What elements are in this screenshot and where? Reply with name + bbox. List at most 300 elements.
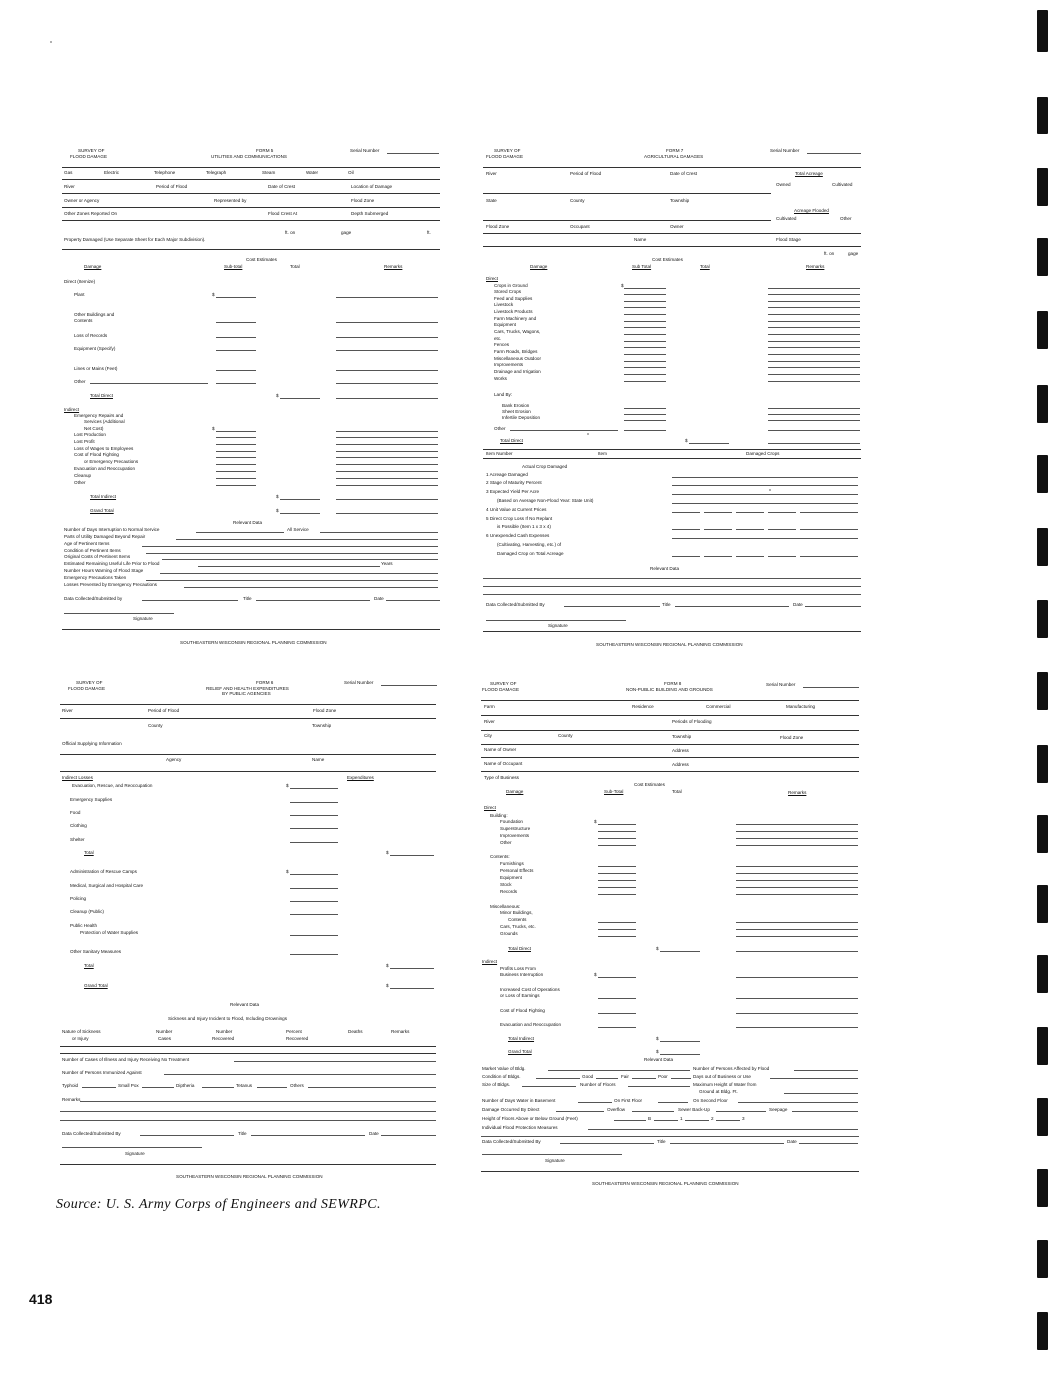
- crop-field[interactable]: [672, 512, 700, 513]
- relevant-field[interactable]: [146, 580, 438, 581]
- remarks-field[interactable]: [768, 321, 860, 322]
- subtotal-field[interactable]: [624, 354, 666, 355]
- subtotal-field[interactable]: [216, 437, 256, 438]
- cond-poor[interactable]: Poor: [658, 1074, 668, 1079]
- subtotal-field[interactable]: [598, 831, 636, 832]
- period-label: Period of Flood: [156, 184, 188, 189]
- checkbox-water[interactable]: Water: [306, 170, 319, 175]
- individual-field[interactable]: [481, 1136, 859, 1137]
- diptheria-field[interactable]: [202, 1087, 234, 1088]
- serial-number-field[interactable]: [807, 153, 861, 154]
- serial-number-field[interactable]: [387, 153, 439, 154]
- crop-field[interactable]: [704, 529, 732, 530]
- remarks-field[interactable]: [768, 430, 860, 431]
- remarks-field[interactable]: [768, 443, 860, 444]
- title-field[interactable]: [256, 600, 370, 601]
- checkbox-oil[interactable]: Oil: [348, 170, 354, 175]
- crop-field[interactable]: [736, 556, 764, 557]
- remarks-field[interactable]: [768, 301, 860, 302]
- divider: [60, 1046, 436, 1047]
- divider: [481, 757, 859, 758]
- remarks-field[interactable]: [768, 294, 860, 295]
- agency-label: Agency: [166, 757, 182, 762]
- total-field[interactable]: [390, 855, 434, 856]
- remarks-field[interactable]: [336, 337, 438, 338]
- item-label: Furnishings: [500, 861, 524, 866]
- collected-label: Data Collected/Submitted by: [64, 596, 123, 601]
- river-label: River: [486, 171, 497, 176]
- item-label: Other: [74, 480, 86, 485]
- individual-field[interactable]: [588, 1129, 858, 1130]
- crop-field[interactable]: [672, 485, 858, 486]
- relevant-data-heading: Relevant Data: [644, 1057, 674, 1062]
- binding-mark: [1037, 311, 1048, 349]
- remarks-field[interactable]: [736, 838, 858, 839]
- date-field[interactable]: [799, 1143, 858, 1144]
- signature-field[interactable]: [64, 613, 174, 614]
- total-field[interactable]: [280, 513, 320, 514]
- depth-label: Depth Submerged: [351, 211, 389, 216]
- subtotal-field[interactable]: [598, 873, 636, 874]
- subtotal-field[interactable]: [624, 408, 666, 409]
- remarks-field[interactable]: [768, 361, 860, 362]
- crop-field[interactable]: [704, 512, 732, 513]
- subtotal-field[interactable]: [624, 327, 666, 328]
- overflow-field[interactable]: [632, 1111, 674, 1112]
- total-field[interactable]: [660, 951, 700, 952]
- owner-label: Owner or Agency: [64, 198, 100, 203]
- subtotal-field[interactable]: [598, 936, 636, 937]
- remarks-field[interactable]: [736, 831, 858, 832]
- date-field[interactable]: [381, 1135, 436, 1136]
- subtotal-field[interactable]: [624, 361, 666, 362]
- subtotal-field[interactable]: [598, 1013, 636, 1014]
- remarks-field[interactable]: [768, 408, 860, 409]
- total-field[interactable]: [280, 398, 320, 399]
- subtotal-field[interactable]: [216, 370, 256, 371]
- smallpox-field[interactable]: [142, 1087, 174, 1088]
- total-field[interactable]: [280, 499, 320, 500]
- remarks-field[interactable]: [768, 334, 860, 335]
- checkbox-farm[interactable]: Farm: [484, 704, 495, 709]
- expenditure-field[interactable]: [290, 954, 338, 955]
- subtotal-field[interactable]: [216, 431, 256, 432]
- subtotal-field[interactable]: [624, 381, 666, 382]
- condition-field[interactable]: [536, 1078, 580, 1079]
- floor-field[interactable]: [654, 1120, 678, 1121]
- township-label: Township: [670, 198, 690, 203]
- total-field[interactable]: [390, 968, 434, 969]
- subtotal-field[interactable]: [598, 998, 636, 999]
- remarks-field[interactable]: [336, 499, 438, 500]
- subtotal-field[interactable]: [598, 838, 636, 839]
- subtotal-field[interactable]: [624, 420, 666, 421]
- floor-field[interactable]: [614, 1120, 646, 1121]
- floors-field[interactable]: [628, 1086, 690, 1087]
- crop-field[interactable]: [672, 503, 858, 504]
- subtotal-field[interactable]: [598, 866, 636, 867]
- relevant-field[interactable]: [160, 573, 438, 574]
- remarks-field[interactable]: [336, 370, 438, 371]
- item-label: Stored Crops: [494, 289, 522, 294]
- serial-number-field[interactable]: [803, 687, 859, 688]
- remarks-field[interactable]: [736, 951, 858, 952]
- total-indirect-label: Total Indirect: [508, 1036, 535, 1041]
- river-label: River: [62, 708, 73, 713]
- remarks-field[interactable]: [336, 444, 438, 445]
- checkbox-steam[interactable]: Steam: [262, 170, 276, 175]
- subtotal-field[interactable]: [624, 288, 666, 289]
- checkbox-telegraph[interactable]: Telegraph: [206, 170, 227, 175]
- subtotal-field[interactable]: [624, 334, 666, 335]
- collected-field[interactable]: [140, 1135, 234, 1136]
- subtotal-field[interactable]: [216, 485, 256, 486]
- remarks-field[interactable]: [768, 341, 860, 342]
- remarks-field[interactable]: [768, 347, 860, 348]
- expenditure-field[interactable]: [290, 874, 338, 875]
- subtotal-field[interactable]: [624, 301, 666, 302]
- total-field[interactable]: [660, 1054, 700, 1055]
- subtotal-field[interactable]: [598, 824, 636, 825]
- expenditure-field[interactable]: [290, 901, 338, 902]
- relevant-field[interactable]: [184, 587, 438, 588]
- first-floor-field[interactable]: [658, 1102, 688, 1103]
- remarks-field[interactable]: [80, 1101, 436, 1102]
- divider: [483, 233, 861, 234]
- subtotal-field[interactable]: [624, 314, 666, 315]
- size-field[interactable]: [522, 1086, 576, 1087]
- remarks-field[interactable]: [336, 383, 438, 384]
- item-label: Loss of Wages to Employees: [74, 446, 134, 451]
- crop-field[interactable]: [672, 477, 858, 478]
- remarks-field[interactable]: [736, 880, 858, 881]
- remarks-field[interactable]: [736, 998, 858, 999]
- township-label: Township: [672, 734, 692, 739]
- item-label: or Loss of Earnings: [500, 993, 540, 998]
- form-number: FORM 8: [664, 681, 682, 686]
- subtotal-field[interactable]: [598, 922, 636, 923]
- remarks-field[interactable]: [736, 866, 858, 867]
- collected-field[interactable]: [564, 606, 660, 607]
- acreage-flooded-label: Acreage Flooded: [794, 208, 829, 213]
- remarks-field[interactable]: [336, 451, 438, 452]
- crop-field[interactable]: [736, 529, 764, 530]
- indirect-heading: Indirect: [64, 407, 80, 412]
- cultivated-label: Cultivated: [832, 182, 853, 187]
- remarks-field[interactable]: [768, 327, 860, 328]
- remarks-field[interactable]: [336, 513, 438, 514]
- subtotal-field[interactable]: [624, 341, 666, 342]
- subtotal-field[interactable]: [216, 297, 256, 298]
- floor-field[interactable]: [685, 1120, 709, 1121]
- subtotal-field[interactable]: [624, 414, 666, 415]
- divider: [483, 193, 771, 194]
- remarks-field[interactable]: [736, 922, 858, 923]
- item-label: Cost of Flood Fighting: [74, 452, 119, 457]
- subtotal-field[interactable]: [624, 307, 666, 308]
- binding-mark: [1037, 238, 1048, 276]
- dollar-sign: $: [685, 438, 688, 443]
- days-out-field[interactable]: [770, 1078, 858, 1079]
- floors-label: Number of Floors: [580, 1082, 616, 1087]
- subtotal-field[interactable]: [624, 374, 666, 375]
- subtotal-field[interactable]: [624, 321, 666, 322]
- second-floor-field[interactable]: [738, 1102, 858, 1103]
- scan-speck: [50, 41, 52, 43]
- remarks-field[interactable]: [336, 485, 438, 486]
- crop-field[interactable]: [768, 529, 796, 530]
- remarks-field[interactable]: [768, 307, 860, 308]
- expenditure-field[interactable]: [290, 914, 338, 915]
- item-label: Equipment: [500, 875, 522, 880]
- direct-field[interactable]: [556, 1111, 604, 1112]
- checkbox-residence[interactable]: Residence: [632, 704, 654, 709]
- typhoid-field[interactable]: [82, 1087, 116, 1088]
- subtotal-field[interactable]: [216, 451, 256, 452]
- item-label: etc.: [494, 336, 502, 341]
- total-field[interactable]: [689, 443, 729, 444]
- relevant-field[interactable]: [176, 539, 438, 540]
- immunized-label: Number of Persons Immunized Against: [62, 1070, 142, 1075]
- sewer-field[interactable]: [716, 1111, 766, 1112]
- expenditure-field[interactable]: [290, 802, 338, 803]
- dollar-sign: $: [386, 983, 389, 988]
- item-label: Clothing: [70, 823, 87, 828]
- gage-label: gage: [341, 230, 352, 235]
- remarks-field[interactable]: [736, 936, 858, 937]
- subtotal-field[interactable]: [598, 1027, 636, 1028]
- subtotal-field[interactable]: [624, 430, 666, 431]
- checkbox-electric[interactable]: Electric: [104, 170, 120, 175]
- address-label: Address: [672, 748, 689, 753]
- tetanus-field[interactable]: [257, 1087, 287, 1088]
- survey-header: SURVEY OF: [76, 680, 103, 685]
- col-percent: Percent: [286, 1029, 302, 1034]
- collected-field[interactable]: [142, 600, 238, 601]
- divider: [62, 193, 440, 194]
- remarks-field[interactable]: [336, 457, 438, 458]
- item-label: Evacuation and Reoccupation: [500, 1022, 562, 1027]
- remarks-field[interactable]: [336, 350, 438, 351]
- cond-good[interactable]: Good: [582, 1074, 594, 1079]
- crop-field[interactable]: [736, 512, 764, 513]
- subtotal-field[interactable]: [216, 457, 256, 458]
- remarks-field[interactable]: [736, 845, 858, 846]
- subtotal-field[interactable]: [216, 464, 256, 465]
- divider: [60, 1164, 436, 1165]
- condition-label: Condition of Bldgs.: [482, 1074, 521, 1079]
- expenditure-field[interactable]: [290, 828, 338, 829]
- subtotal-field[interactable]: [216, 383, 256, 384]
- seepage-label: Seepage: [769, 1107, 788, 1112]
- expenditure-field[interactable]: [290, 815, 338, 816]
- crop-field[interactable]: [704, 556, 732, 557]
- signature-label: Signature: [133, 616, 153, 621]
- divider: [483, 458, 861, 459]
- remarks-field[interactable]: [768, 381, 860, 382]
- signature-field[interactable]: [482, 1154, 622, 1155]
- height-field[interactable]: [784, 1093, 858, 1094]
- dollar-sign: $: [656, 1036, 659, 1041]
- relevant-field[interactable]: [142, 546, 438, 547]
- crop-field[interactable]: [800, 556, 858, 557]
- other-field[interactable]: [510, 430, 618, 431]
- subtotal-field[interactable]: [216, 322, 256, 323]
- form-title: AGRICULTURAL DAMAGES: [644, 154, 704, 159]
- good-field[interactable]: [596, 1078, 618, 1079]
- remarks-field[interactable]: [736, 824, 858, 825]
- date-field[interactable]: [805, 606, 861, 607]
- subtotal-field[interactable]: [624, 347, 666, 348]
- total-field[interactable]: [390, 988, 434, 989]
- signature-field[interactable]: [62, 1147, 202, 1148]
- expenditure-field[interactable]: [290, 888, 338, 889]
- relevant-field[interactable]: [196, 532, 284, 533]
- relevant-field[interactable]: [146, 553, 438, 554]
- item-label: Net Cost): [84, 426, 104, 431]
- relevant-field[interactable]: [483, 578, 861, 579]
- subtotal-field[interactable]: [598, 929, 636, 930]
- subtotal-field[interactable]: [598, 845, 636, 846]
- remarks-field[interactable]: [768, 374, 860, 375]
- item-label: Damaged Crop on Total Acreage: [497, 551, 564, 556]
- crop-field[interactable]: [672, 529, 700, 530]
- remarks-field[interactable]: [736, 1013, 858, 1014]
- market-value-field[interactable]: [548, 1070, 690, 1071]
- item-label: Estimated Remaining Useful Life Prior to Flood: [64, 561, 160, 566]
- crop-field[interactable]: [672, 556, 700, 557]
- seepage-field[interactable]: [792, 1111, 858, 1112]
- remarks-field[interactable]: [336, 478, 438, 479]
- item-label: Services (Additional: [84, 419, 125, 424]
- immunized-field[interactable]: [164, 1074, 436, 1075]
- checkbox-telephone[interactable]: Telephone: [154, 170, 176, 175]
- date-field[interactable]: [386, 600, 440, 601]
- remarks-field[interactable]: [736, 929, 858, 930]
- crop-field[interactable]: [672, 538, 858, 539]
- cost-estimates-heading: Cost Estimates: [652, 257, 683, 262]
- all-service-field[interactable]: [320, 532, 438, 533]
- remarks-field[interactable]: [736, 894, 858, 895]
- other-field[interactable]: [90, 383, 208, 384]
- remarks-field[interactable]: [336, 437, 438, 438]
- expenditure-field[interactable]: [290, 842, 338, 843]
- subtotal-field[interactable]: [598, 880, 636, 881]
- item-label: Drainage and Irrigation: [494, 369, 541, 374]
- subtotal-field[interactable]: [216, 444, 256, 445]
- total-acreage-label: Total Acreage: [795, 171, 823, 176]
- subtotal-field[interactable]: [216, 471, 256, 472]
- name-label: Name: [634, 237, 647, 242]
- crop-field[interactable]: [768, 512, 796, 513]
- crop-field[interactable]: [800, 529, 858, 530]
- remarks-field[interactable]: [336, 471, 438, 472]
- item-label: Cars, Trucks, etc.: [500, 924, 536, 929]
- sewer-label: Sewer Back-Up: [678, 1107, 710, 1112]
- remarks-field[interactable]: [336, 431, 438, 432]
- remarks-field[interactable]: [736, 977, 858, 978]
- remarks-field[interactable]: [736, 873, 858, 874]
- days-water-field[interactable]: [578, 1102, 612, 1103]
- remarks-field[interactable]: [768, 354, 860, 355]
- remarks-field[interactable]: [336, 297, 438, 298]
- crop-field[interactable]: [800, 512, 858, 513]
- title-label: Title: [657, 1139, 666, 1144]
- serial-number-field[interactable]: [381, 685, 437, 686]
- subtotal-field[interactable]: [216, 350, 256, 351]
- item-label: Public Health: [70, 923, 98, 928]
- subtotal-field[interactable]: [624, 367, 666, 368]
- poor-field[interactable]: [671, 1078, 691, 1079]
- floor-field[interactable]: [716, 1120, 740, 1121]
- col-recovered: Recovered: [286, 1036, 309, 1041]
- remarks-field[interactable]: [768, 367, 860, 368]
- item-label: Fences: [494, 342, 510, 347]
- remarks-field[interactable]: [736, 1027, 858, 1028]
- remarks-field[interactable]: [336, 398, 438, 399]
- subtotal-field[interactable]: [216, 478, 256, 479]
- total-field[interactable]: [660, 1041, 700, 1042]
- cond-fair[interactable]: Fair: [621, 1074, 629, 1079]
- relevant-field[interactable]: [483, 594, 861, 595]
- remarks-field[interactable]: [736, 887, 858, 888]
- collected-field[interactable]: [560, 1143, 654, 1144]
- subtotal-field[interactable]: [624, 294, 666, 295]
- remarks-field[interactable]: [60, 1111, 436, 1112]
- checkbox-gas[interactable]: Gas: [64, 170, 73, 175]
- subtotal-field[interactable]: [598, 887, 636, 888]
- title-field[interactable]: [251, 1135, 365, 1136]
- form-title: RELIEF AND HEALTH EXPENDITURES: [206, 686, 289, 691]
- crop-field[interactable]: [768, 556, 796, 557]
- expenditure-field[interactable]: [290, 935, 338, 936]
- remarks-field[interactable]: [336, 322, 438, 323]
- relevant-field[interactable]: [483, 586, 861, 587]
- subtotal-field[interactable]: [598, 894, 636, 895]
- date-crest-label: Date of Crest: [268, 184, 296, 189]
- fair-field[interactable]: [632, 1078, 656, 1079]
- flood-zone-label: Flood Zone: [780, 735, 804, 740]
- relevant-field[interactable]: [198, 566, 380, 567]
- relevant-field[interactable]: [162, 559, 438, 560]
- form-title: NON-PUBLIC BUILDING AND GROUNDS: [626, 687, 713, 692]
- divider: [60, 771, 436, 772]
- title-field[interactable]: [675, 606, 789, 607]
- subtotal-field[interactable]: [216, 337, 256, 338]
- checkbox-commercial[interactable]: Commercial: [706, 704, 731, 709]
- others-field[interactable]: [308, 1087, 436, 1088]
- item-label: Miscellaneous:: [490, 904, 521, 909]
- subtotal-field[interactable]: [598, 977, 636, 978]
- crop-field[interactable]: [672, 494, 858, 495]
- signature-field[interactable]: [486, 620, 626, 621]
- remarks-field[interactable]: [768, 288, 860, 289]
- cases-field[interactable]: [234, 1061, 436, 1062]
- signature-label: Signature: [545, 1158, 565, 1163]
- remarks-field[interactable]: [768, 420, 860, 421]
- persons-field[interactable]: [794, 1070, 858, 1071]
- expenditure-field[interactable]: [290, 788, 338, 789]
- item-label: Improvements: [494, 362, 524, 367]
- remarks-field[interactable]: [336, 464, 438, 465]
- remarks-field[interactable]: [768, 314, 860, 315]
- checkbox-manufacturing[interactable]: Manufacturing: [786, 704, 816, 709]
- remarks-field[interactable]: [60, 1120, 436, 1121]
- item-label: Other: [74, 379, 86, 384]
- title-field[interactable]: [670, 1143, 784, 1144]
- other-label: Other: [494, 426, 506, 431]
- remarks-field[interactable]: [768, 414, 860, 415]
